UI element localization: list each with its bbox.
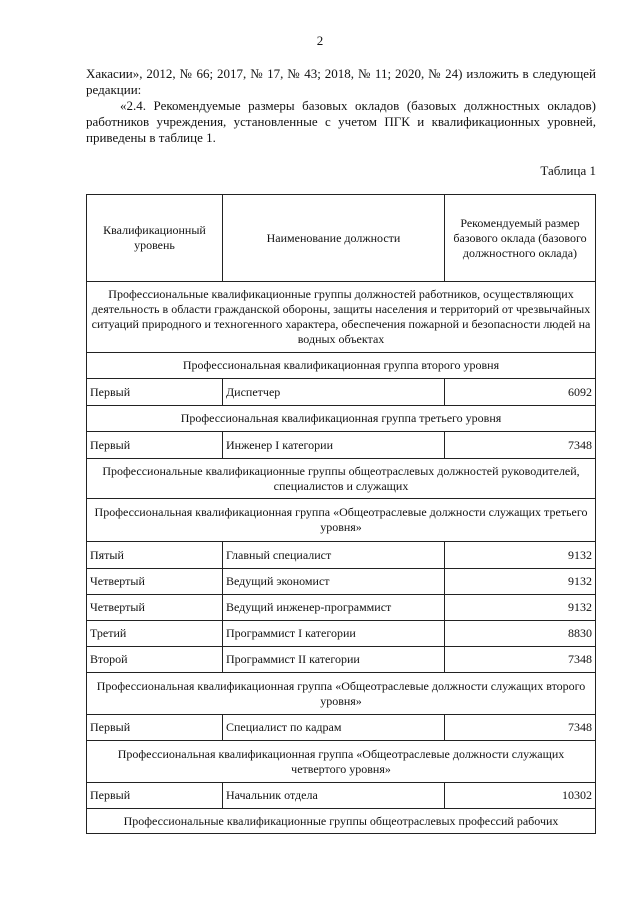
salary-table [86, 194, 596, 834]
level-cell: Первый [87, 783, 223, 809]
header-qualification-level: Квалификационный уровень [87, 195, 223, 282]
table-row [87, 621, 596, 647]
position-cell: Начальник отдела [223, 783, 445, 809]
header-position-name: Наименование должности [223, 195, 445, 282]
group-title: Профессиональная квалификационная группа второго уровня [87, 353, 596, 379]
position-cell: Ведущий экономист [223, 569, 445, 595]
group-title: Профессиональная квалификационная группа «Общеотраслевые должности служащих второго уровня» [87, 673, 596, 715]
group-row [87, 459, 596, 499]
group-title: Профессиональные квалификационные группы должностей работников, осуществляющих деятельность в области гражданской обороны, защиты населения и территорий от чрезвычайных ситуаций природного и техногенного характера, обеспечения пожарной и безопасности людей на водных объектах [87, 282, 596, 353]
page-number: 2 [316, 33, 324, 48]
paragraph-intro: Хакасии», 2012, № 66; 2017, № 17, № 43; 2018, № 11; 2020, № 24) изложить в следующей редакции: [86, 66, 596, 97]
group-title: Профессиональные квалификационные группы общеотраслевых должностей руководителей, специалистов и служащих [87, 459, 596, 499]
group-row [87, 282, 596, 353]
group-title: Профессиональная квалификационная группа третьего уровня [87, 406, 596, 432]
salary-cell: 8830 [445, 621, 596, 647]
level-cell: Четвертый [87, 569, 223, 595]
table-row [87, 647, 596, 673]
salary-cell: 6092 [445, 379, 596, 406]
group-title: Профессиональные квалификационные группы общеотраслевых профессий рабочих [87, 809, 596, 834]
level-cell: Третий [87, 621, 223, 647]
position-cell: Диспетчер [223, 379, 445, 406]
group-row [87, 809, 596, 834]
group-title: Профессиональная квалификационная группа «Общеотраслевые должности служащих третьего уровня» [87, 499, 596, 542]
paragraph-2-4: «2.4. Рекомендуемые размеры базовых окладов (базовых должностных окладов) работников учреждения, установленные с учетом ПГК и квалификационных уровней, приведены в таблице 1. [86, 98, 596, 145]
group-row [87, 353, 596, 379]
table-row [87, 595, 596, 621]
level-cell: Первый [87, 715, 223, 741]
salary-cell: 9132 [445, 569, 596, 595]
level-cell: Первый [87, 432, 223, 459]
group-title: Профессиональная квалификационная группа «Общеотраслевые должности служащих четвертого уровня» [87, 741, 596, 783]
salary-cell: 9132 [445, 542, 596, 569]
level-cell: Второй [87, 647, 223, 673]
table-row [87, 542, 596, 569]
table-row [87, 783, 596, 809]
position-cell: Специалист по кадрам [223, 715, 445, 741]
salary-cell: 7348 [445, 432, 596, 459]
position-cell: Инженер I категории [223, 432, 445, 459]
group-row [87, 673, 596, 715]
table-row [87, 569, 596, 595]
level-cell: Пятый [87, 542, 223, 569]
table-header-row [87, 195, 596, 282]
table-row [87, 379, 596, 406]
salary-cell: 7348 [445, 715, 596, 741]
table-label: Таблица 1 [540, 163, 596, 178]
group-row [87, 741, 596, 783]
position-cell: Программист I категории [223, 621, 445, 647]
position-cell: Ведущий инженер-программист [223, 595, 445, 621]
table-row [87, 715, 596, 741]
position-cell: Главный специалист [223, 542, 445, 569]
position-cell: Программист II категории [223, 647, 445, 673]
salary-cell: 7348 [445, 647, 596, 673]
table-row [87, 432, 596, 459]
salary-cell: 9132 [445, 595, 596, 621]
group-row [87, 406, 596, 432]
level-cell: Четвертый [87, 595, 223, 621]
group-row [87, 499, 596, 542]
header-recommended-salary: Рекомендуемый размер базового оклада (базового должностного оклада) [445, 195, 596, 282]
level-cell: Первый [87, 379, 223, 406]
salary-cell: 10302 [445, 783, 596, 809]
